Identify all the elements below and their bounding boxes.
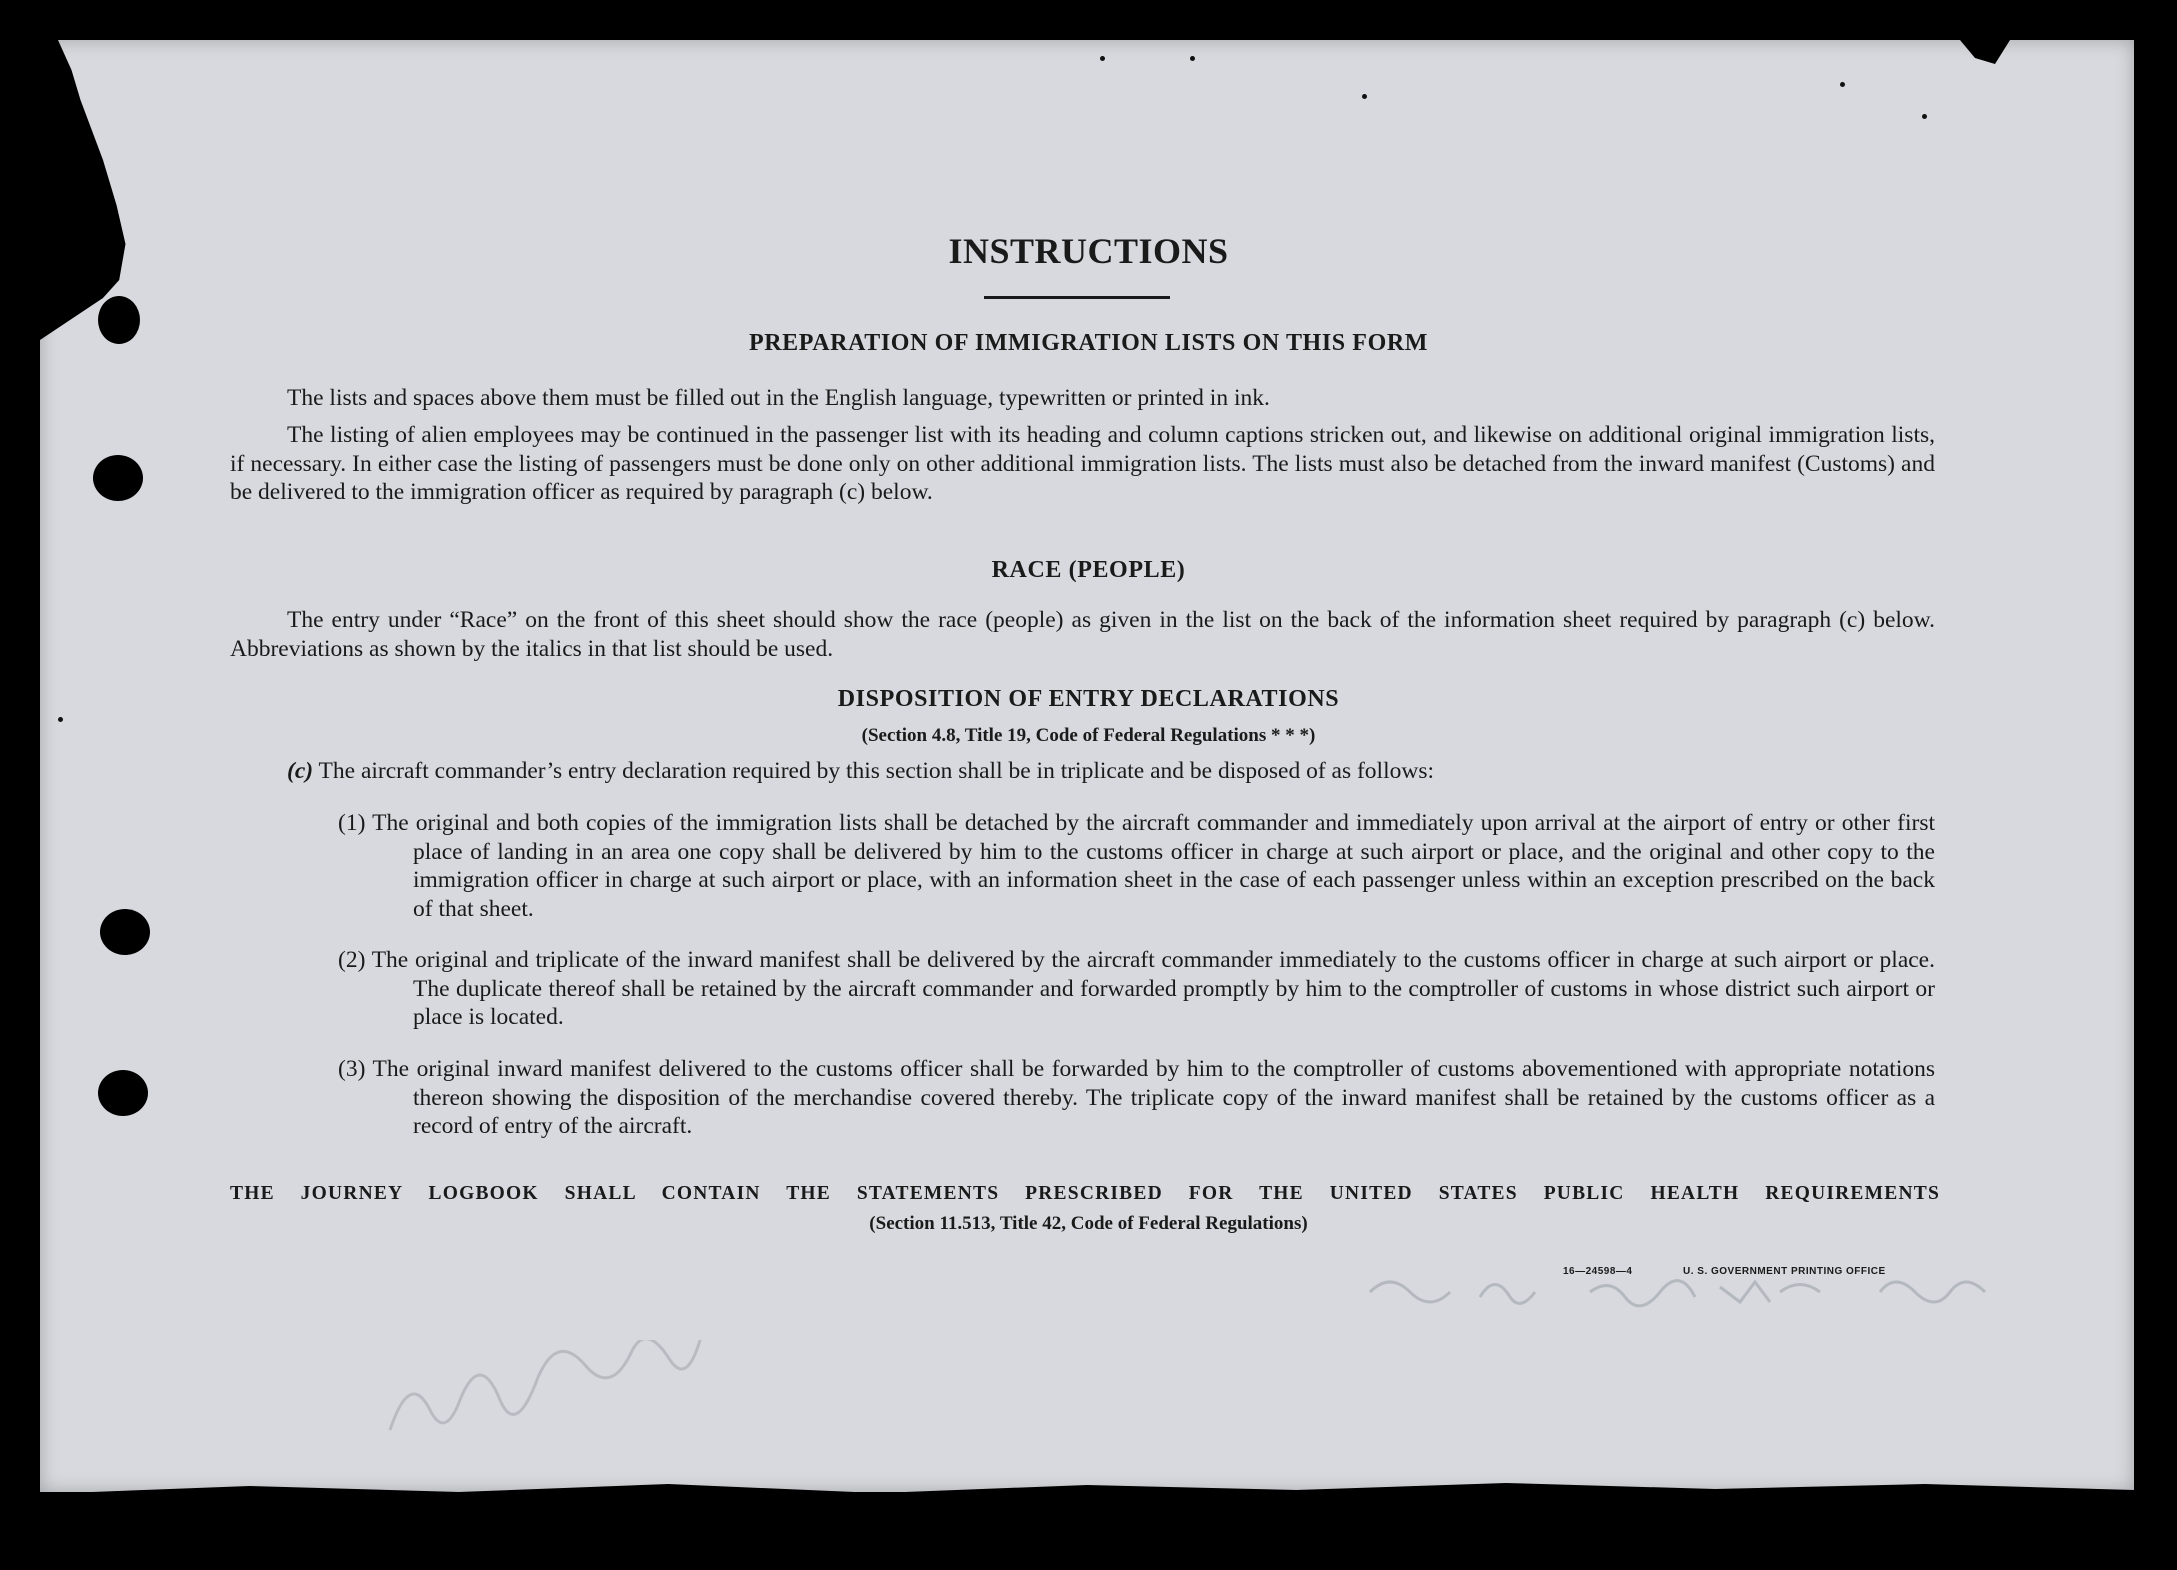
list-item: (2) The original and triplicate of the inward manifest shall be delivered by the aircraft commander immediately to the customs officer in charge at such airport or place. The duplicate thereof shall be retained by the aircraft commander and forwarded promptly by him to the comptroller of customs in whose district such airport or place is located. [338, 947, 1935, 1030]
paragraph-alien-employees: The listing of alien employees may be continued in the passenger list with its heading and column captions stricken out, and likewise on additional original immigration lists, if necessary. In either case the listing of passengers must be done only on other additional immigration lists. The lists must also be detached from the inward manifest (Customs) and be delivered to the immigration officer as required by paragraph (c) below. [230, 422, 1935, 505]
speck [1840, 82, 1845, 87]
punch-hole [93, 455, 143, 501]
punch-hole [98, 1070, 148, 1116]
page-title: INSTRUCTIONS [948, 231, 1229, 271]
paragraph-c-label: (c) [287, 758, 314, 784]
faint-signature [380, 1340, 710, 1450]
speck [1190, 56, 1195, 61]
form-number: 16—24598—4 [1563, 1266, 1633, 1277]
punch-hole [100, 909, 150, 955]
speck [1100, 56, 1105, 61]
speck [1362, 94, 1367, 99]
footer-regulation-ref: (Section 11.513, Title 42, Code of Federal Regulations) [869, 1213, 1308, 1234]
faint-handwriting [1360, 1262, 2060, 1322]
title-underline [984, 296, 1170, 299]
section-heading-disposition: DISPOSITION OF ENTRY DECLARATIONS [837, 686, 1340, 712]
paragraph-language: The lists and spaces above them must be filled out in the English language, typewritten or printed in ink. [287, 385, 1270, 411]
footer-health-requirements: THE JOURNEY LOGBOOK SHALL CONTAIN THE STATEMENTS PRESCRIBED FOR THE UNITED STATES PUBLIC HEALTH REQUIREMENTS [230, 1183, 1940, 1204]
printer-imprint: U. S. GOVERNMENT PRINTING OFFICE [1683, 1266, 1886, 1277]
paragraph-c-text: The aircraft commander’s entry declaration required by this section shall be in triplicate and be disposed of as follows: [318, 758, 1435, 784]
list-item: (3) The original inward manifest delivered to the customs officer shall be forwarded by him to the comptroller of customs abovementioned with appropriate notations thereon showing the disposition of the merchandise covered thereby. The triplicate copy of the inward manifest shall be retained by the customs officer as a record of entry of the aircraft. [338, 1056, 1935, 1139]
section-heading-race: RACE (PEOPLE) [991, 557, 1186, 583]
speck [58, 717, 63, 722]
section-heading-immigration-lists: PREPARATION OF IMMIGRATION LISTS ON THIS FORM [748, 330, 1429, 356]
paragraph-c [287, 757, 1947, 786]
paragraph-race: The entry under “Race” on the front of this sheet should show the race (people) as given in the list on the back of the information sheet required by paragraph (c) below. Abbreviations as shown by the italics in that list should be used. [230, 607, 1935, 662]
section-subheading-regulation: (Section 4.8, Title 19, Code of Federal Regulations * * *) [861, 725, 1316, 746]
speck [1922, 114, 1927, 119]
list-item: (1) The original and both copies of the immigration lists shall be detached by the aircraft commander and immediately upon arrival at the airport of entry or other first place of landing in an area one copy shall be delivered by him to the customs officer in charge at such airport or place, and the original and other copy to the immigration officer in charge at such airport or place, with an information sheet in the case of each passenger unless within an exception prescribed on the back of that sheet. [338, 810, 1935, 922]
